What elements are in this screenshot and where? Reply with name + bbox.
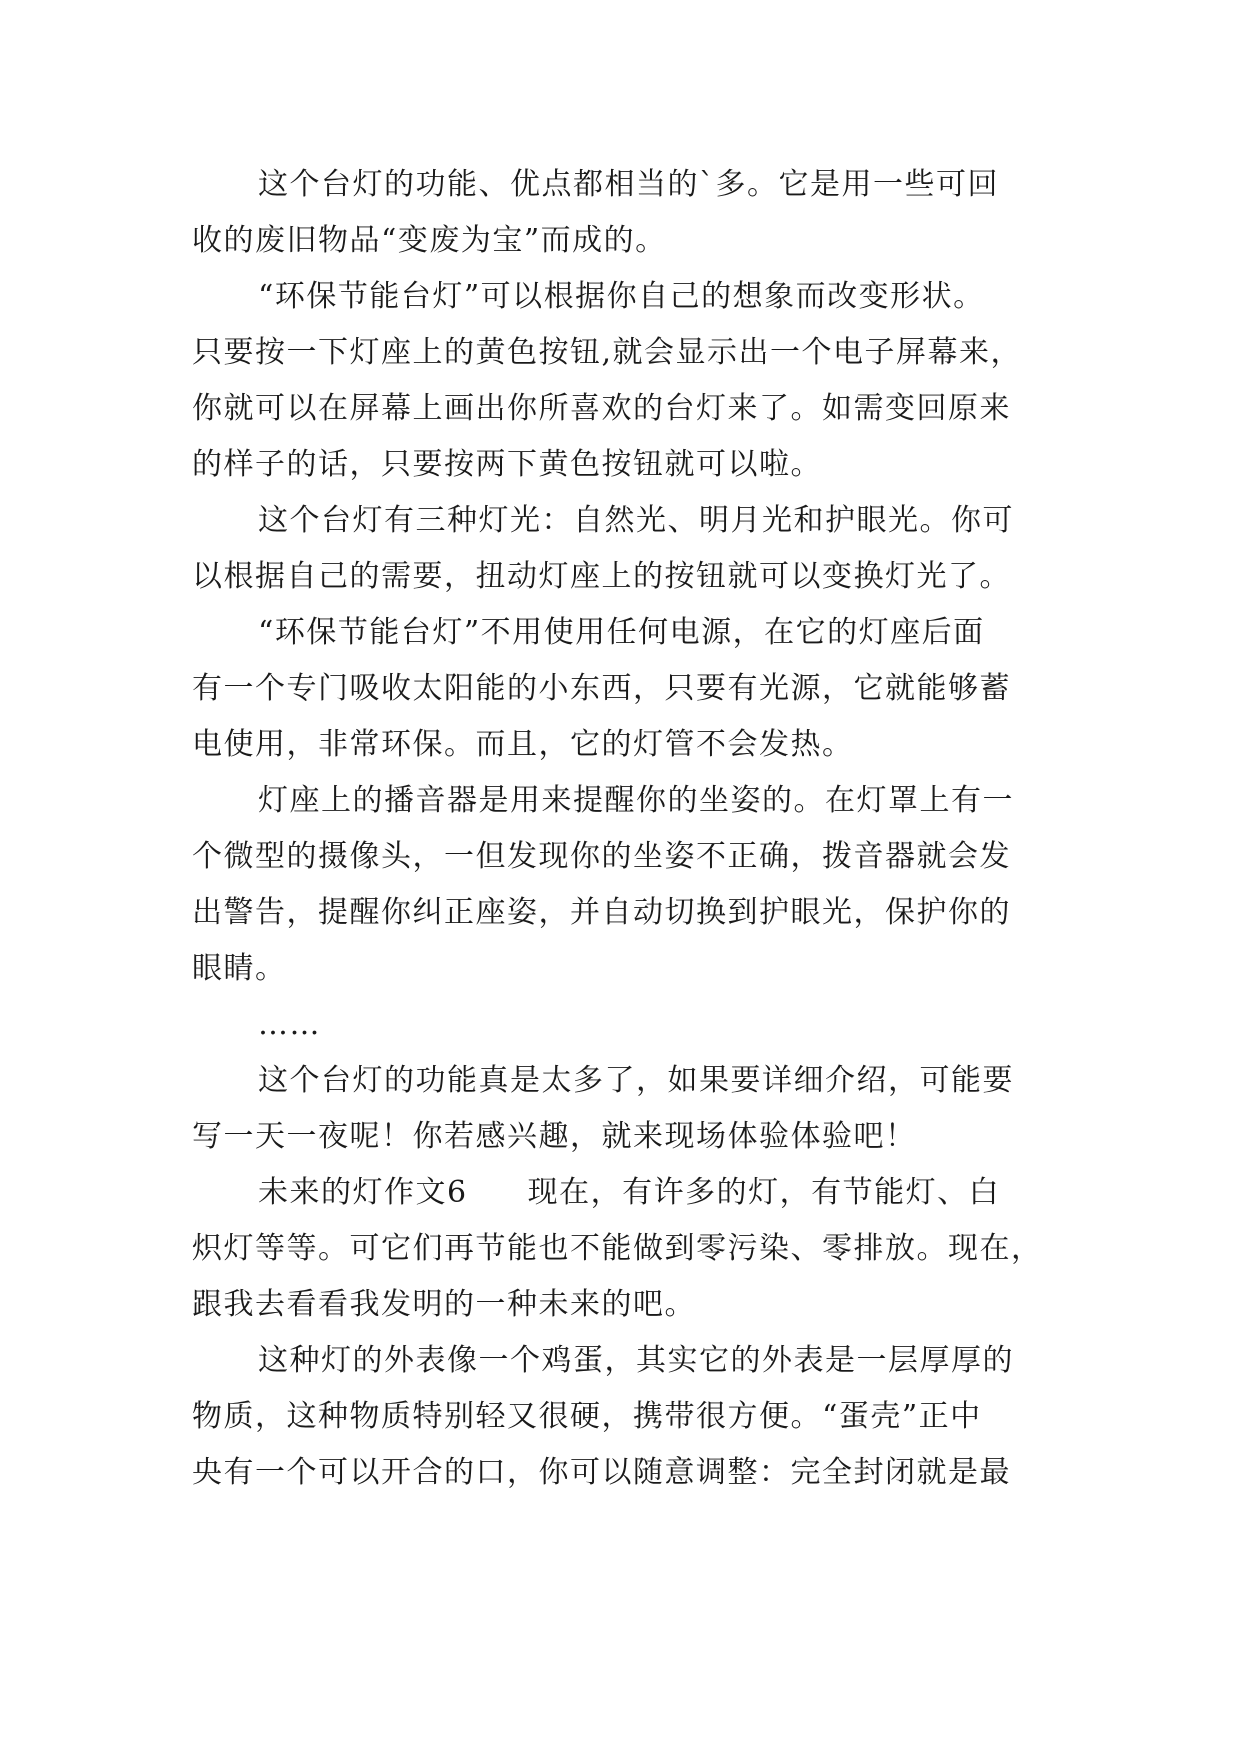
text-line: 出警告，提醒你纠正座姿，并自动切换到护眼光，保护你的 — [192, 895, 1011, 930]
text-line — [258, 1173, 1000, 1213]
text-line: 以根据自己的需要，扭动灯座上的按钮就可以变换灯光了。 — [192, 559, 1011, 594]
text-line: 的样子的话，只要按两下黄色按钮就可以啦。 — [192, 447, 822, 482]
text-line: 只要按一下灯座上的黄色按钮,就会显示出一个电子屏幕来， — [192, 335, 1023, 370]
text-line: 电使用，非常环保。而且，它的灯管不会发热。 — [192, 727, 854, 762]
text-line: …… — [258, 1007, 321, 1042]
text-line: 这种灯的外表像一个鸡蛋，其实它的外表是一层厚厚的 — [258, 1343, 1014, 1378]
text-line: “环保节能台灯”可以根据你自己的想象而改变形状。 — [258, 279, 985, 314]
text-span: 现在，有许多的灯，有节能灯、白 — [527, 1175, 1001, 1210]
text-line: 你就可以在屏幕上画出你所喜欢的台灯来了。如需变回原来 — [192, 391, 1011, 426]
text-line: 收的废旧物品“变废为宝”而成的。 — [192, 223, 667, 258]
text-line: 物质，这种物质特别轻又很硬，携带很方便。“蛋壳”正中 — [192, 1399, 982, 1434]
text-line: 炽灯等等。可它们再节能也不能做到零污染、零排放。现在， — [192, 1231, 1043, 1266]
text-line: 这个台灯的功能、优点都相当的`多。它是用一些可回 — [258, 167, 999, 202]
text-line: “环保节能台灯”不用使用任何电源，在它的灯座后面 — [258, 615, 985, 650]
text-line: 个微型的摄像头，一但发现你的坐姿不正确，拨音器就会发 — [192, 839, 1011, 874]
text-line: 跟我去看看我发明的一种未来的吧。 — [192, 1287, 696, 1322]
text-line: 央有一个可以开合的口，你可以随意调整：完全封闭就是最 — [192, 1455, 1011, 1490]
text-line: 灯座上的播音器是用来提醒你的坐姿的。在灯罩上有一 — [258, 783, 1014, 818]
section-title: 未来的灯作文6 — [258, 1175, 468, 1210]
text-line: 这个台灯的功能真是太多了，如果要详细介绍，可能要 — [258, 1063, 1014, 1098]
text-line: 眼睛。 — [192, 951, 287, 986]
text-line: 有一个专门吸收太阳能的小东西，只要有光源，它就能够蓄 — [192, 671, 1011, 706]
text-line: 这个台灯有三种灯光：自然光、明月光和护眼光。你可 — [258, 503, 1014, 538]
text-line: 写一天一夜呢！你若感兴趣，就来现场体验体验吧！ — [192, 1119, 917, 1154]
